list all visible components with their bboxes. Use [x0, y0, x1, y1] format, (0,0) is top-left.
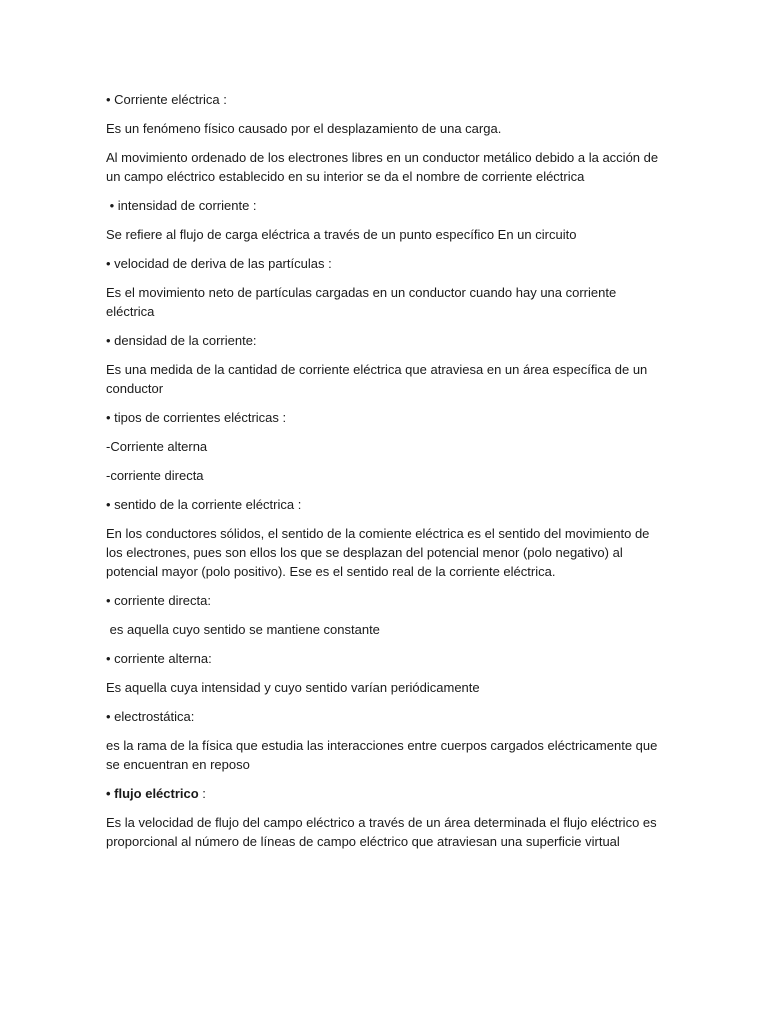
paragraph-flujo-electrico: Es la velocidad de flujo del campo eléctrico a través de un área determinada el flujo eléctrico es proporcional al número de líneas de campo eléctrico que atraviesan una superficie virtual [106, 815, 661, 849]
document-page [106, 90, 666, 861]
paragraph-corriente-movimiento: Al movimiento ordenado de los electrones libres en un conductor metálico debido a la acción de un campo eléctrico establecido en su interior se da el nombre de corriente eléctrica [106, 150, 662, 184]
heading-densidad: • densidad de la corriente: [106, 333, 257, 348]
list-item-directa: -corriente directa [106, 468, 204, 483]
list-item-alterna: -Corriente alterna [106, 439, 208, 454]
paragraph-densidad: Es una medida de la cantidad de corriente eléctrica que atraviesa en un área específica de un conductor [106, 362, 651, 396]
paragraph-velocidad-deriva: Es el movimiento neto de partículas cargadas en un conductor cuando hay una corriente eléctrica [106, 285, 620, 319]
heading-sentido: • sentido de la corriente eléctrica : [106, 497, 302, 512]
heading-flujo-electrico-colon: : [198, 786, 206, 801]
heading-tipos: • tipos de corrientes eléctricas : [106, 410, 287, 425]
paragraph-sentido: En los conductores sólidos, el sentido de la comiente eléctrica es el sentido del movimiento de los electrones, pues son ellos los que se desplazan del potencial menor (polo negativo) al potencial mayor (polo positivo). Ese es el sentido real de la corriente eléctrica. [106, 526, 654, 579]
paragraph-corriente-alterna: Es aquella cuya intensidad y cuyo sentido varían periódicamente [106, 680, 480, 695]
heading-flujo-electrico [106, 784, 666, 803]
heading-flujo-electrico-bold: • flujo eléctrico [106, 786, 199, 801]
paragraph-intensidad: Se refiere al flujo de carga eléctrica a través de un punto específico En un circuito [106, 227, 577, 242]
heading-intensidad: • intensidad de corriente : [106, 198, 257, 213]
heading-corriente-alterna: • corriente alterna: [106, 651, 212, 666]
paragraph-corriente-definicion: Es un fenómeno físico causado por el desplazamiento de una carga. [106, 121, 502, 136]
paragraph-electrostatica: es la rama de la física que estudia las interacciones entre cuerpos cargados eléctricamente que se encuentran en reposo [106, 738, 661, 772]
paragraph-corriente-directa: es aquella cuyo sentido se mantiene constante [106, 622, 380, 637]
heading-velocidad-deriva: • velocidad de deriva de las partículas : [106, 256, 332, 271]
heading-corriente-directa: • corriente directa: [106, 593, 211, 608]
heading-electrostatica: • electrostática: [106, 709, 195, 724]
heading-corriente-electrica: • Corriente eléctrica : [106, 92, 227, 107]
